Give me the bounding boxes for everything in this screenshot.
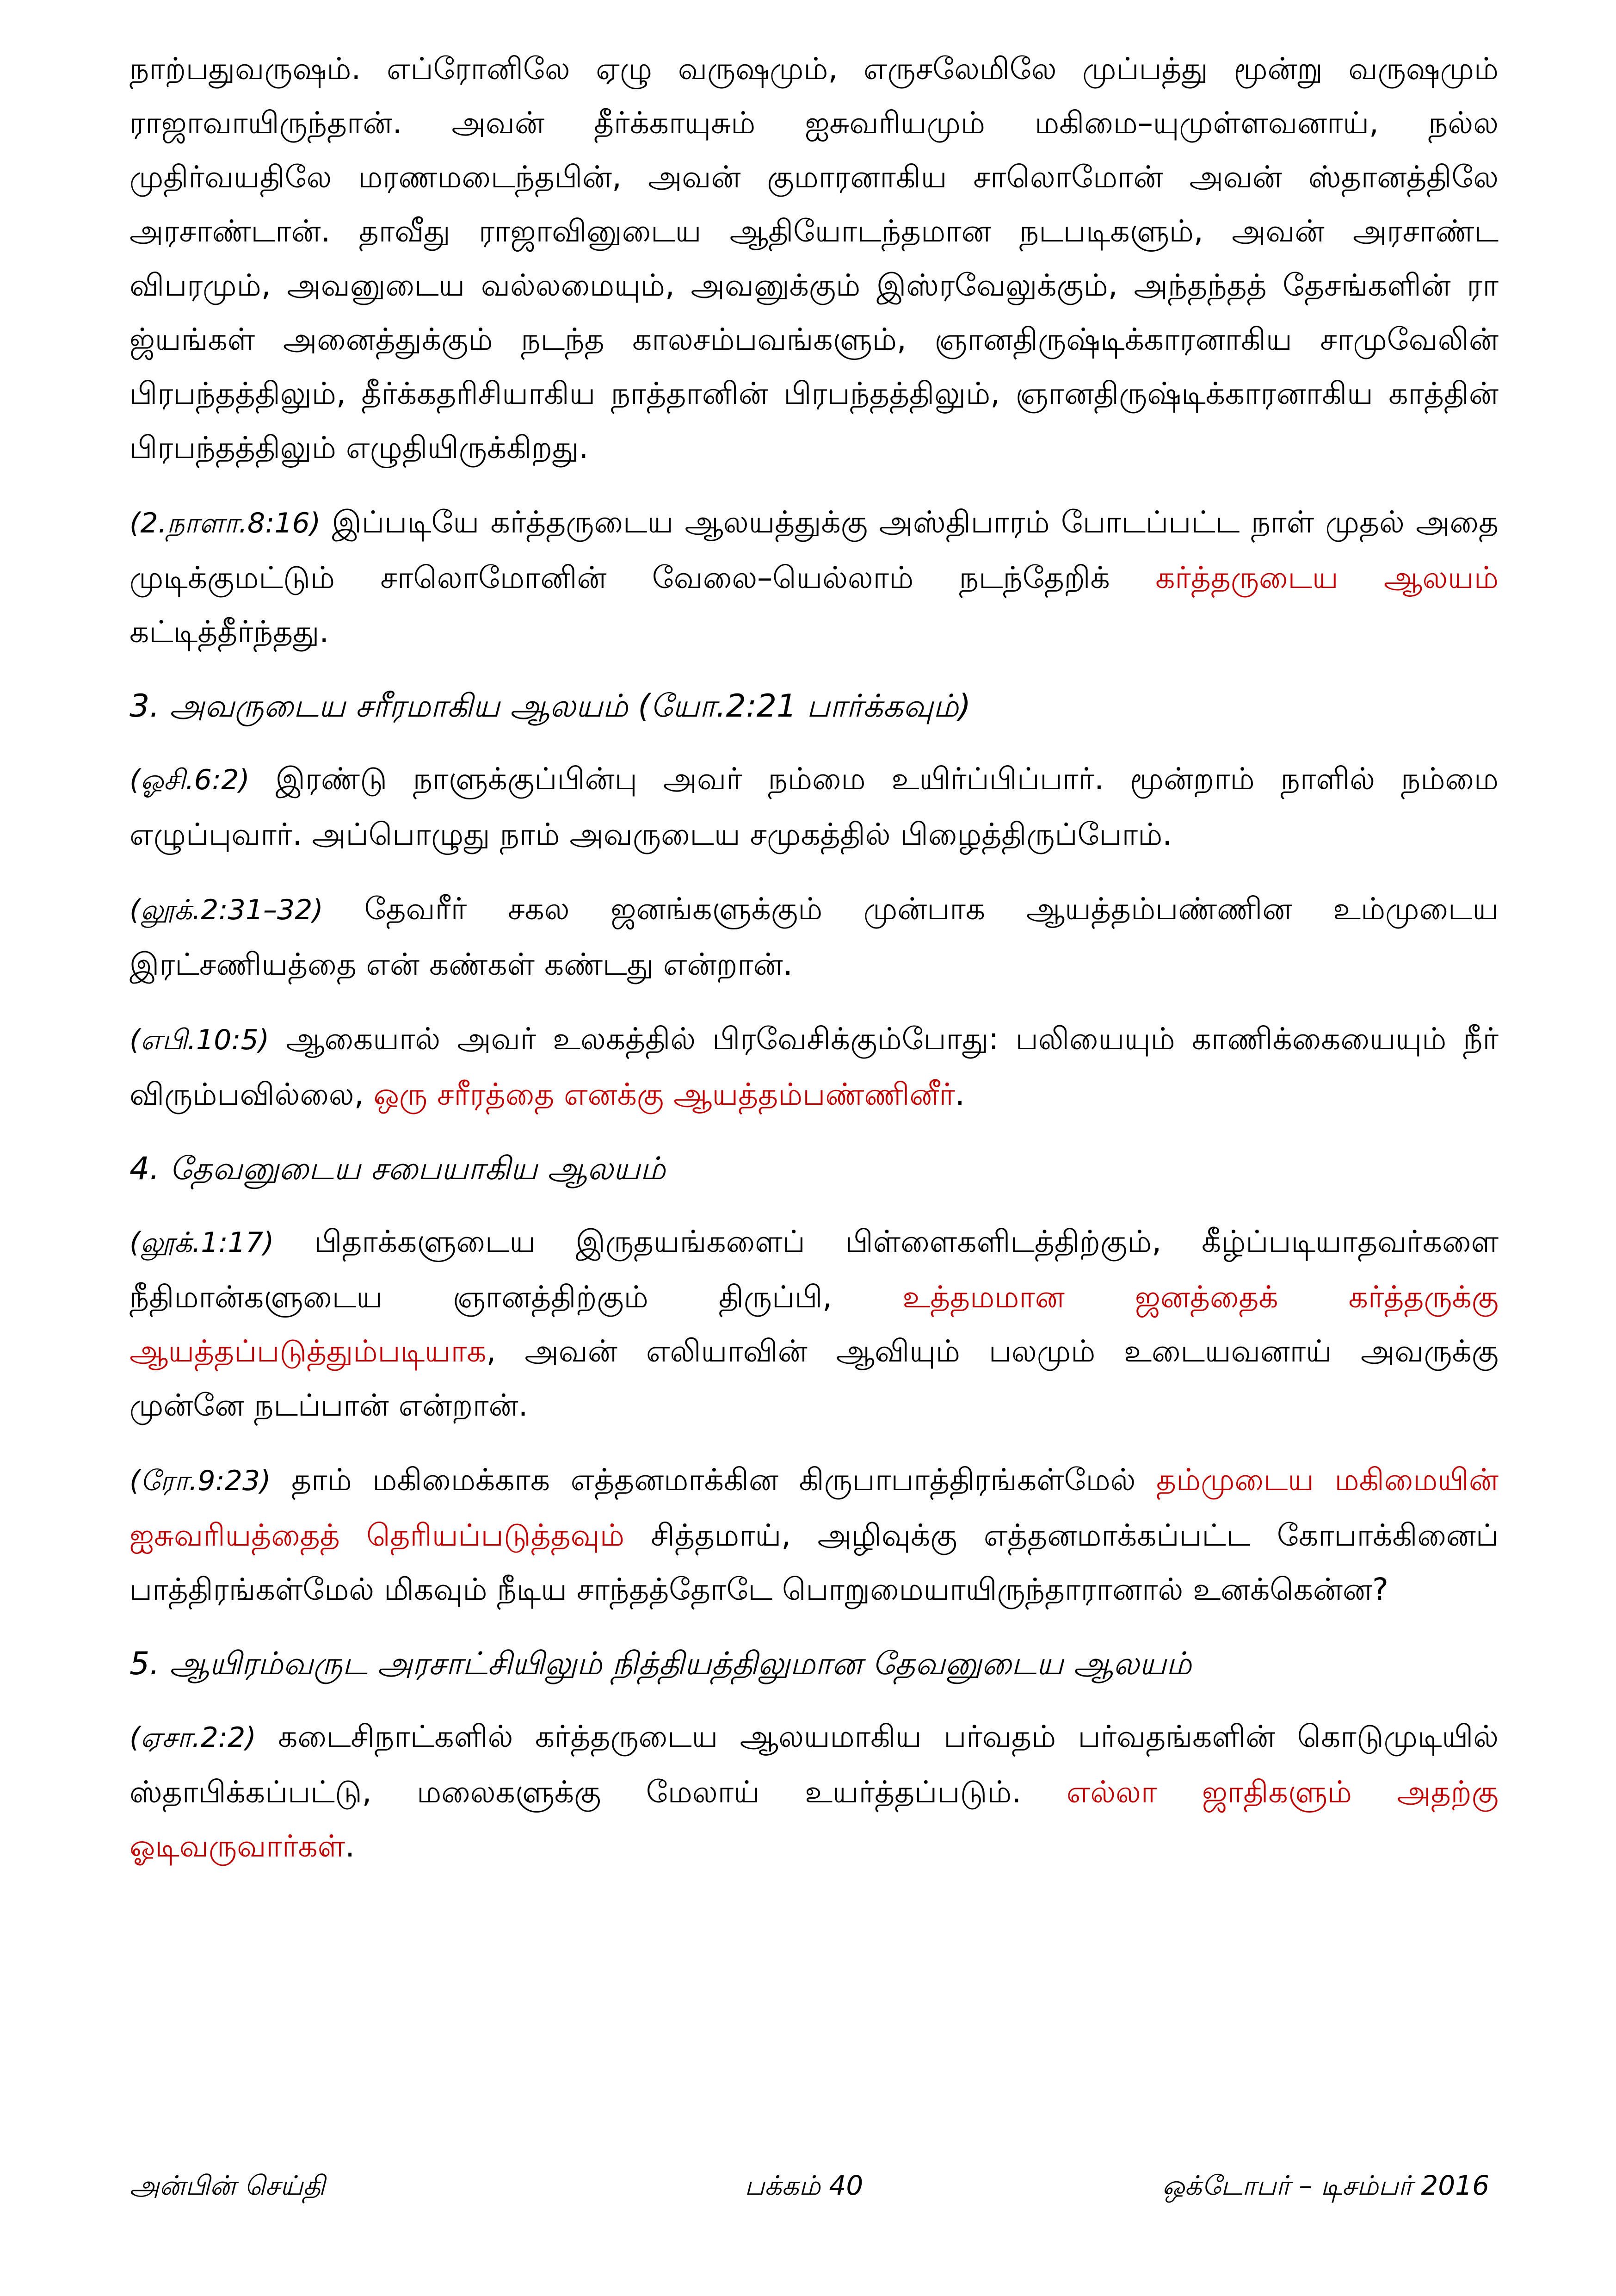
verse-text-end: . [345, 1828, 355, 1864]
footer-issue-date: ஒக்டோபர் – டிசம்பர் 2016 [1162, 2170, 1489, 2201]
highlighted-text: தம்முடைய மகிமையின் ஐசுவரியத்தைத் தெரியப்படுத்தவும் [130, 1462, 1499, 1553]
paragraph-luke-1-17 [130, 1214, 1499, 1432]
page-footer [130, 2170, 1499, 2225]
verse-reference: (ஓசி.6:2) [130, 764, 250, 796]
verse-text-end: . [955, 1077, 965, 1112]
paragraph-hosea-6-2 [130, 752, 1499, 861]
verse-text: தாம் மகிமைக்காக எத்தனமாக்கின கிருபாபாத்திரங்கள்மேல் [271, 1462, 1157, 1498]
verse-text: தேவரீர் சகல ஜனங்களுக்கும் முன்பாக ஆயத்தம்பண்ணின உம்முடைய இரட்சணியத்தை என் கண்கள் கண்டது என்றான். [130, 891, 1499, 982]
highlighted-text: உத்தமமான ஜனத்தைக் கர்த்தருக்கு ஆயத்தப்படுத்தும்படியாக [130, 1279, 1499, 1369]
verse-reference: (ரோ.9:23) [130, 1465, 271, 1497]
verse-reference: (லூக்.2:31–32) [130, 894, 323, 926]
verse-text: ஆகையால் அவர் உலகத்தில் பிரவேசிக்கும்போது: பலியையும் காணிக்கையையும் நீர் விரும்பவில்லை, [130, 1021, 1499, 1112]
verse-reference: (எபி.10:5) [130, 1024, 270, 1056]
verse-text-end: கட்டித்தீர்ந்தது. [130, 614, 329, 650]
verse-text: பிதாக்களுடைய இருதயங்களைப் பிள்ளைகளிடத்திற்கும், கீழ்ப்படியாதவர்களை நீதிமான்களுடைய ஞானத்திற்கும் திருப்பி, [130, 1224, 1499, 1315]
verse-text: இப்படியே கர்த்தருடைய ஆலயத்துக்கு அஸ்திபாரம் போடப்பட்ட நாள் முதல் அதை முடிக்குமட்டும் சாலொமோனின் வேலை–யெல்லாம் நடந்தேறிக் [130, 504, 1499, 595]
paragraph-luke-2-31 [130, 882, 1499, 991]
section-heading-4: 4. தேவனுடைய சபையாகிய ஆலயம் [130, 1151, 666, 1187]
footer-page-number: பக்கம் 40 [745, 2170, 864, 2201]
highlighted-text: கர்த்தருடைய ஆலயம் [1155, 560, 1499, 595]
highlighted-text: எல்லா ஜாதிகளும் அதற்கு ஓடிவருவார்கள் [130, 1774, 1499, 1864]
paragraph-romans-9-23 [130, 1453, 1499, 1616]
verse-text-end: , அவன் எலியாவின் ஆவியும் பலமும் உடையவனாய் அவருக்கு முன்னே நடப்பான் என்றான். [130, 1333, 1499, 1423]
verse-text: இரண்டு நாளுக்குப்பின்பு அவர் நம்மை உயிர்ப்பிப்பார். மூன்றாம் நாளில் நம்மை எழுப்புவார். அப்பொழுது நாம் அவருடைய சமுகத்தில் பிழைத்திருப்போம். [130, 761, 1499, 852]
paragraph-continued: நாற்பதுவருஷம். எப்ரோனிலே ஏழு வருஷமும், எருசலேமிலே முப்பத்து மூன்று வருஷமும் ராஜாவாயிருந்தான். அவன் தீர்க்காயுசும் ஐசுவரியமும் மகிமை–யுமுள்ளவனாய், நல்ல முதிர்வயதிலே மரணமடைந்தபின், அவன் குமாரனாகிய சாலொமோன் அவன் ஸ்தானத்திலே அரசாண்டான். தாவீது ராஜாவினுடைய ஆதியோடந்தமான நடபடிகளும், அவன் அரசாண்ட விபரமும், அவனுடைய வல்லமையும், அவனுக்கும் இஸ்ரவேலுக்கும், அந்தந்தத் தேசங்களின் ரா ஜ்யங்கள் அனைத்துக்கும் நடந்த காலசம்பவங்களும், ஞானதிருஷ்டிக்காரனாகிய சாமுவேலின் பிரபந்தத்திலும், தீர்க்கதரிசியாகிய நாத்தானின் பிரபந்தத்திலும், ஞானதிருஷ்டிக்காரனாகிய காத்தின் பிரபந்தத்திலும் எழுதியிருக்கிறது. [130, 51, 1499, 465]
paragraph-isaiah-2-2 [130, 1709, 1499, 1873]
footer-publication-name: அன்பின் செய்தி [130, 2170, 325, 2201]
verse-text-end: சித்தமாய், அழிவுக்கு எத்தனமாக்கப்பட்ட கோபாக்கினைப் பாத்திரங்கள்மேல் மிகவும் நீடிய சாந்தத்தோடே பொறுமையாயிருந்தாரானால் உனக்கென்ன? [130, 1517, 1499, 1607]
section-heading-5: 5. ஆயிரம்வருட அரசாட்சியிலும் நித்தியத்திலுமான தேவனுடைய ஆலயம் [130, 1646, 1192, 1682]
section-heading-3: 3. அவருடைய சரீரமாகிய ஆலயம் (யோ.2:21 பார்க்கவும்) [130, 688, 971, 724]
verse-reference: (ஏசா.2:2) [130, 1721, 256, 1754]
verse-reference: (2.நாளா.8:16) [130, 507, 321, 539]
verse-text: கடைசிநாட்களில் கர்த்தருடைய ஆலயமாகிய பர்வதம் பர்வதங்களின் கொடுமுடியில் ஸ்தாபிக்கப்பட்டு, மலைகளுக்கு மேலாய் உயர்த்தப்படும். [130, 1719, 1499, 1810]
verse-reference: (லூக்.1:17) [130, 1226, 274, 1259]
paragraph-2-nala-8-16 [130, 495, 1499, 659]
highlighted-text: ஒரு சரீரத்தை எனக்கு ஆயத்தம்பண்ணினீர் [373, 1077, 956, 1112]
paragraph-hebrews-10-5 [130, 1012, 1499, 1121]
page-content [130, 42, 1499, 1894]
